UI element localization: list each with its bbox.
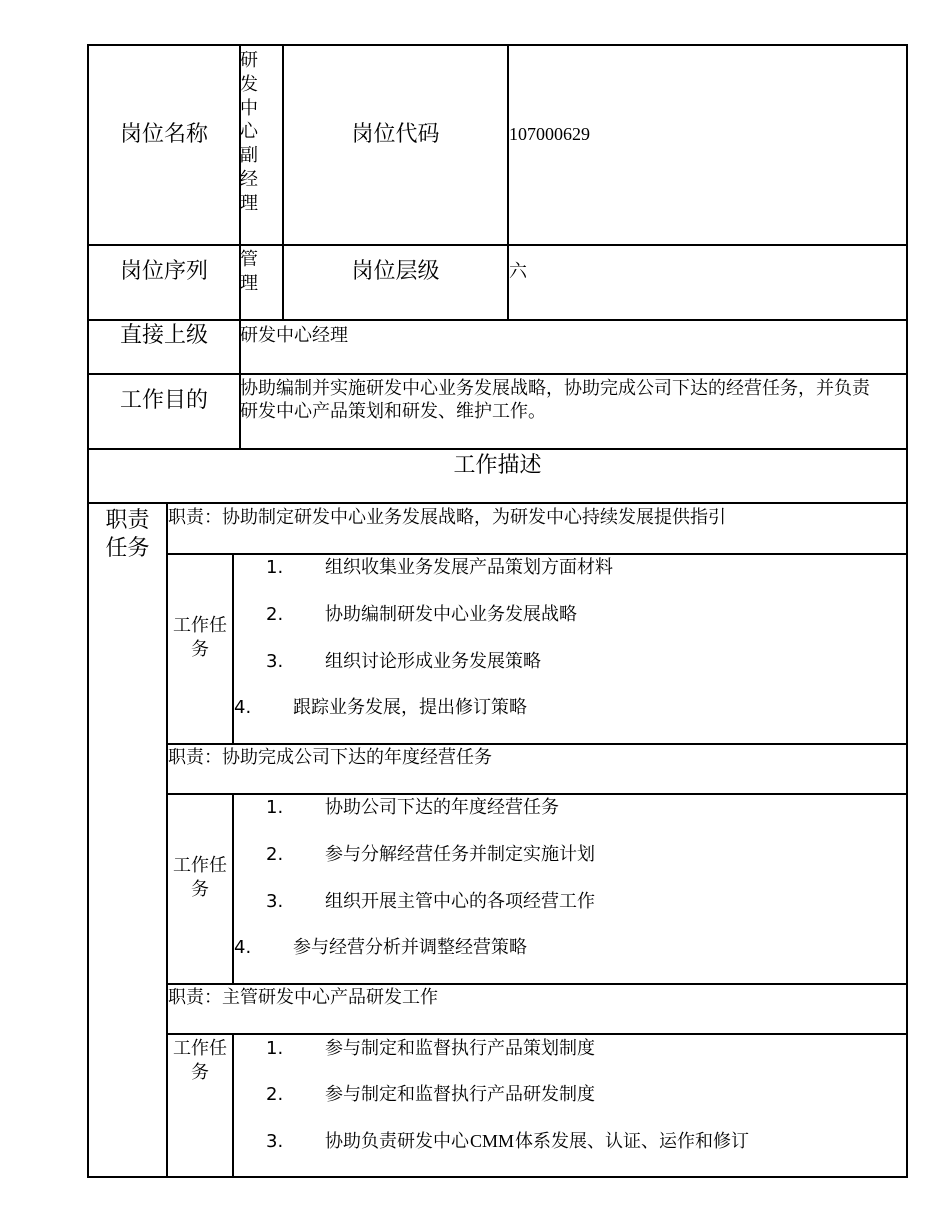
task-number: 4. (234, 937, 252, 958)
task-text: 组织讨论形成业务发展策略 (325, 651, 541, 672)
task-text: 参与分解经营任务并制定实施计划 (325, 844, 595, 865)
supervisor-value: 研发中心经理 (240, 325, 348, 346)
task-text: 参与制定和监督执行产品策划制度 (325, 1038, 595, 1059)
task-text-part: 协助负责研发中心 (325, 1131, 469, 1152)
position-level-label: 岗位层级 (351, 259, 440, 284)
purpose-line-2: 研发中心产品策划和研发、维护工作。 (240, 401, 546, 422)
row-divider (166, 983, 908, 985)
row-divider (87, 244, 908, 246)
table-border-bottom (87, 1176, 908, 1178)
position-name-label: 岗位名称 (119, 122, 208, 147)
task-text: 跟踪业务发展，提出修订策略 (293, 697, 527, 718)
task-text-with-cmm (325, 1130, 749, 1153)
position-code-value: 107000629 (509, 124, 590, 144)
position-level-value: 六 (509, 261, 527, 282)
task-number: 3. (266, 1131, 284, 1152)
task-number: 4. (234, 697, 252, 718)
task-label-line-1: 工作任 (173, 615, 227, 636)
task-label-line-2: 务 (191, 639, 209, 660)
task-number: 1. (266, 1038, 284, 1059)
task-number: 3. (266, 651, 284, 672)
row-divider (166, 1033, 908, 1035)
duty-task-label-line-1: 职责 (105, 508, 150, 533)
row-divider (87, 448, 908, 450)
task-label-line-2: 务 (191, 879, 209, 900)
task-text: 组织收集业务发展产品策划方面材料 (325, 557, 613, 578)
table-border-top (87, 44, 908, 46)
column-divider (232, 1033, 234, 1178)
task-label-line-1: 工作任 (173, 1038, 227, 1059)
duty-title: 职责：协助完成公司下达的年度经营任务 (168, 747, 492, 768)
task-number: 1. (266, 557, 284, 578)
task-number: 1. (266, 797, 284, 818)
position-code-label: 岗位代码 (351, 122, 440, 147)
task-text: 协助公司下达的年度经营任务 (325, 797, 559, 818)
task-number: 2. (266, 1084, 284, 1105)
row-divider (166, 553, 908, 555)
task-text: 参与经营分析并调整经营策略 (293, 937, 527, 958)
table-border-left (87, 44, 89, 1178)
duty-title: 职责：协助制定研发中心业务发展战略，为研发中心持续发展提供指引 (168, 507, 726, 528)
task-text: 参与制定和监督执行产品研发制度 (325, 1084, 595, 1105)
task-text-part: 体系发展、认证、运作和修订 (515, 1131, 750, 1152)
task-text: 协助编制研发中心业务发展战略 (325, 604, 577, 625)
row-divider (166, 793, 908, 795)
purpose-line-1: 协助编制并实施研发中心业务发展战略，协助完成公司下达的经营任务，并负责 (240, 378, 870, 399)
table-border-right (906, 44, 908, 1178)
supervisor-label: 直接上级 (119, 323, 208, 348)
task-number: 2. (266, 604, 284, 625)
task-label-line-2: 务 (191, 1062, 209, 1083)
task-text: 组织开展主管中心的各项经营工作 (325, 891, 595, 912)
row-divider (87, 502, 908, 504)
task-label-line-1: 工作任 (173, 855, 227, 876)
row-divider (87, 319, 908, 321)
duty-title: 职责：主管研发中心产品研发工作 (168, 987, 438, 1008)
duty-task-label-line-2: 任务 (105, 536, 150, 561)
position-name-value: 研发中心副经理 (240, 50, 258, 214)
row-divider (87, 373, 908, 375)
row-divider (166, 743, 908, 745)
task-number: 2. (266, 844, 284, 865)
position-series-label: 岗位序列 (119, 259, 208, 284)
task-number: 3. (266, 891, 284, 912)
purpose-label: 工作目的 (119, 388, 208, 413)
position-series-value: 管理 (240, 249, 258, 294)
cmm-term: CMM (470, 1131, 515, 1151)
work-description-title: 工作描述 (453, 453, 542, 478)
